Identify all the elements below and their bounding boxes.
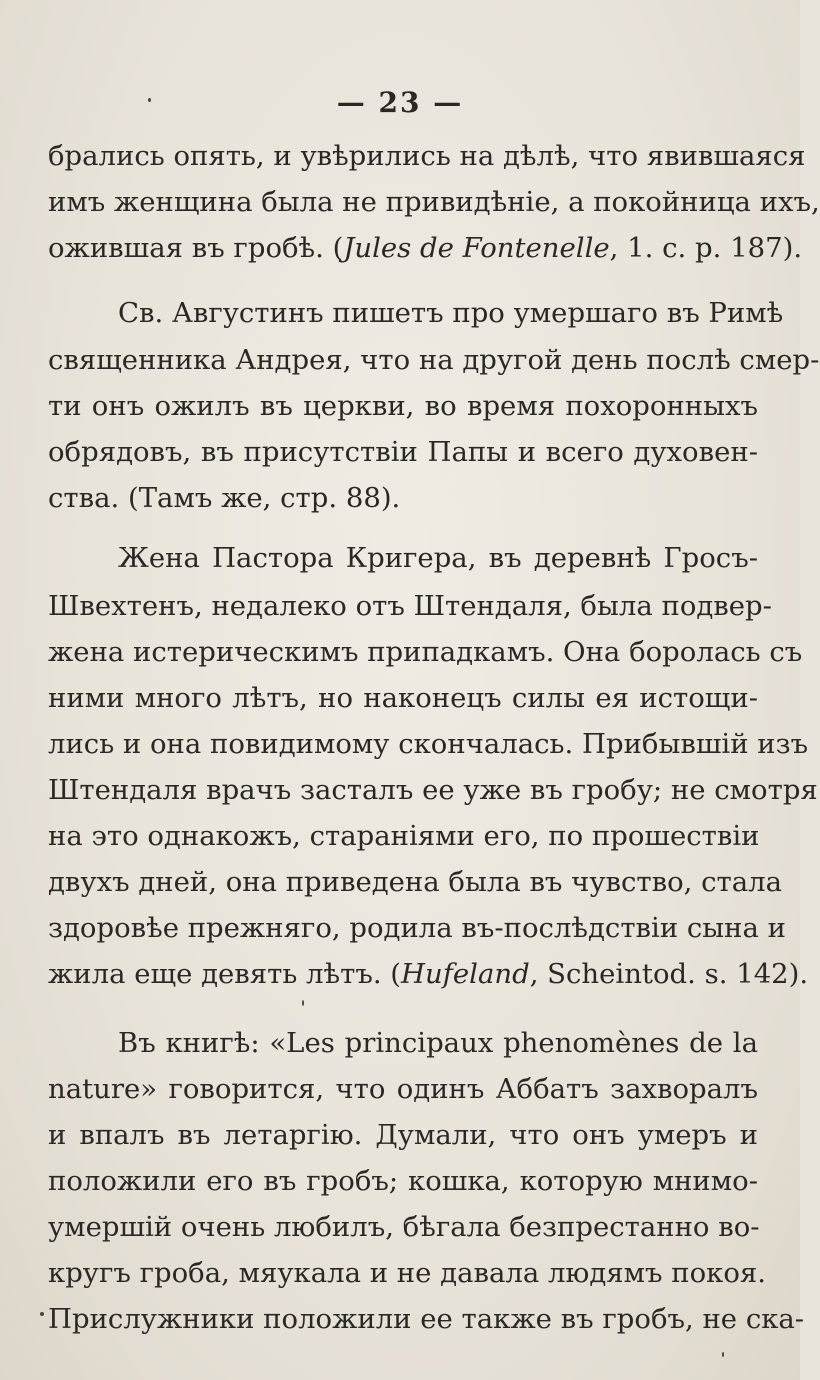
text-line: лись и она повидимому скончалась. Прибывшій изъ xyxy=(48,728,809,760)
text-line: положили его въ гробъ; кошка, которую мнимо- xyxy=(48,1165,758,1197)
text-line: брались опять, и увѣрились на дѣлѣ, что явившаяся xyxy=(48,140,806,172)
text-line: умершій очень любилъ, бѣгала безпрестанно во- xyxy=(48,1211,760,1243)
page-number: — 23 — xyxy=(336,86,464,119)
text-line: ними много лѣтъ, но наконецъ силы ея истощи- xyxy=(48,682,758,714)
text-line: ти онъ ожилъ въ церкви, во время похоронныхъ xyxy=(48,390,758,422)
text-line: Въ книгѣ: «Les principaux phenomènes de la xyxy=(118,1027,758,1059)
text-line: nature» говорится, что одинъ Аббатъ захворалъ xyxy=(48,1073,758,1105)
text-line: двухъ дней, она приведена была въ чувство, стала xyxy=(48,866,783,898)
text-line: жена истерическимъ припадкамъ. Она боролась съ xyxy=(48,636,803,668)
paper-speck xyxy=(148,98,151,102)
text-line: Швехтенъ, недалеко отъ Штендаля, была подвер- xyxy=(48,590,772,622)
text-line: Жена Пастора Кригера, въ деревнѣ Гросъ- xyxy=(118,542,758,574)
text-line: имъ женщина была не привидѣніе, а покойница ихъ, xyxy=(48,186,820,218)
text-line: Св. Августинъ пишетъ про умершаго въ Римѣ xyxy=(118,297,784,329)
paper-speck xyxy=(722,1352,724,1357)
text-line: священника Андрея, что на другой день послѣ смер- xyxy=(48,344,820,376)
text-line: обрядовъ, въ присутствіи Папы и всего духовен- xyxy=(48,436,758,468)
text-line: Штендаля врачъ засталъ ее уже въ гробу; не смотря xyxy=(48,774,818,806)
text-line: Прислужники положили ее также въ гробъ, не ска- xyxy=(48,1303,805,1335)
text-line: и впалъ въ летаргію. Думали, что онъ умеръ и xyxy=(48,1119,758,1151)
paper-speck xyxy=(302,1000,304,1006)
text-line: на это однакожъ, стараніями его, по прошествіи xyxy=(48,820,760,852)
text-line: ства. (Тамъ же, стр. 88). xyxy=(48,482,401,514)
text-line: ожившая въ гробѣ. (Jules de Fontenelle, 1. с. р. 187). xyxy=(48,232,803,264)
text-line: жила еще девять лѣтъ. (Hufeland, Scheintod. s. 142). xyxy=(48,958,809,990)
text-line: здоровѣе прежняго, родила въ-послѣдствіи сына и xyxy=(48,912,786,944)
text-line: кругъ гроба, мяукала и не давала людямъ покоя. xyxy=(48,1257,766,1289)
paper-speck xyxy=(40,1312,44,1316)
